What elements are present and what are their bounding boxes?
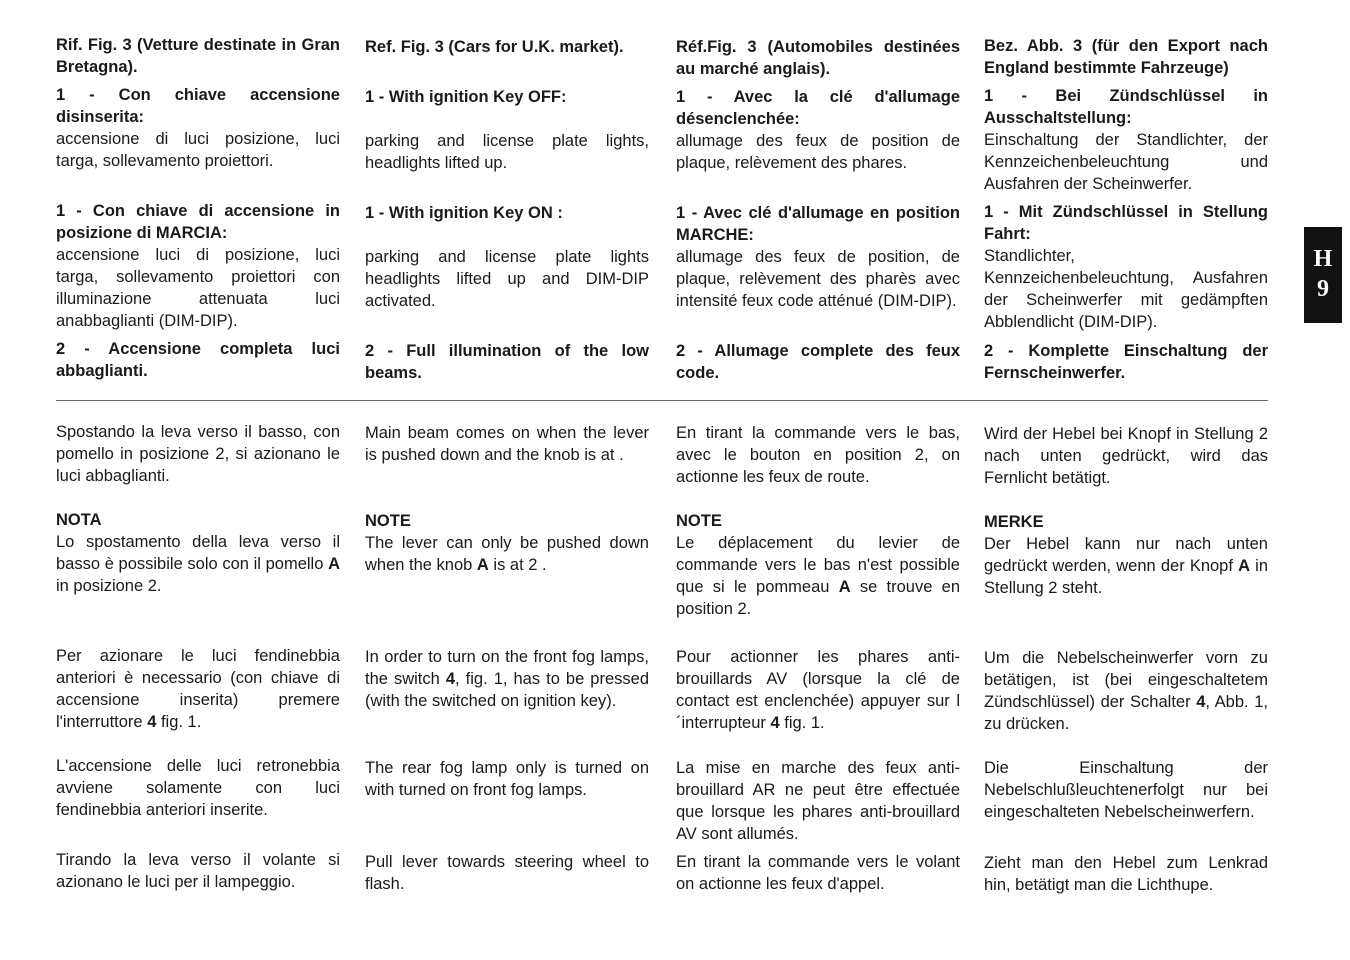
french-heading-key-on: 1 - Avec clé d'allumage en position MARCHE:: [676, 204, 960, 244]
italian-note-text: Lo spostamento della leva verso il basso è possibile solo con il pomello A in posizione 2.: [56, 533, 340, 595]
italian-flash-text: Tirando la leva verso il volante si azionano le luci per il lampeggio.: [56, 851, 340, 891]
german-heading-key-off: 1 - Bei Zündschlüssel in Ausschaltstellung:: [984, 87, 1268, 127]
french-note-title: NOTE: [676, 512, 722, 530]
french-text-key-on: allumage des feux de position, de plaque, relèvement des pharès avec intensité feux code atténué (DIM-DIP).: [676, 248, 960, 310]
french-rear-fog-text: La mise en marche des feux anti-brouillard AR ne peut être effectuée que lorsque les phares anti-brouillard AV sont allumés.: [676, 759, 960, 843]
italian-heading-key-off: 1 - Con chiave accensione disinserita:: [56, 86, 340, 126]
italian-heading-full-beam: 2 - Accensione completa luci abbaglianti.: [56, 340, 340, 380]
german-flash-text: Zieht man den Hebel zum Lenkrad hin, betätigt man die Lichthupe.: [984, 854, 1268, 894]
german-note-title: MERKE: [984, 513, 1044, 531]
italian-note-title: NOTA: [56, 511, 102, 529]
french-main-beam-text: En tirant la commande vers le bas, avec le bouton en position 2, on actionne les feux de route.: [676, 424, 960, 486]
french-front-fog-text: Pour actionner les phares anti-brouillards AV (lorsque la clé de contact est enclenchée) appuyer sur l´interrupteur 4 fig. 1.: [676, 648, 960, 732]
italian-front-fog-text: Per azionare le luci fendinebbia anteriori è necessario (con chiave di accensione inserita) premere l'interruttore 4 fig. 1.: [56, 647, 340, 731]
section-tab-letter: H: [1313, 246, 1333, 272]
german-note-text: Der Hebel kann nur nach unten gedrückt werden, wenn der Knopf A in Stellung 2 steht.: [984, 535, 1268, 597]
english-text-key-on: parking and license plate lights headlights lifted up and DIM-DIP activated.: [365, 248, 649, 310]
german-text-key-off: Einschaltung der Standlichter, der Kennzeichenbeleuchtung und Ausfahren der Scheinwerfer.: [984, 131, 1268, 193]
german-rear-fog-text: Die Einschaltung der Nebelschlußleuchtenerfolgt nur bei eingeschalteten Nebelscheinwerfern.: [984, 759, 1268, 821]
german-heading-key-on: 1 - Mit Zündschlüssel in Stellung Fahrt:: [984, 203, 1268, 243]
french-heading-full-beam: 2 - Allumage complete des feux code.: [676, 342, 960, 382]
italian-main-beam-text: Spostando la leva verso il basso, con pomello in posizione 2, si azionano le luci abbaglianti.: [56, 423, 340, 485]
english-flash-text: Pull lever towards steering wheel to flash.: [365, 853, 649, 893]
english-rear-fog-text: The rear fog lamp only is turned on with turned on front fog lamps.: [365, 759, 649, 799]
english-title: Ref. Fig. 3 (Cars for U.K. market).: [365, 38, 624, 56]
german-text-key-on: Standlichter, Kennzeichenbeleuchtung, Ausfahren der Scheinwerfer mit gedämpften Abblendlicht (DIM-DIP).: [984, 247, 1268, 331]
french-heading-key-off: 1 - Avec la clé d'allumage désenclenchée:: [676, 88, 960, 128]
french-note-text: Le déplacement du levier de commande vers le bas n'est possible que si le pommeau A se trouve en position 2.: [676, 534, 961, 618]
english-front-fog-text: In order to turn on the front fog lamps, the switch 4, fig. 1, has to be pressed (with the switched on ignition key).: [365, 648, 649, 710]
english-note-title: NOTE: [365, 512, 411, 530]
french-flash-text: En tirant la commande vers le volant on actionne les feux d'appel.: [676, 853, 960, 893]
english-text-key-off: parking and license plate lights, headlights lifted up.: [365, 132, 649, 172]
german-heading-full-beam: 2 - Komplette Einschaltung der Fernscheinwerfer.: [984, 342, 1268, 382]
italian-title: Rif. Fig. 3 (Vetture destinate in Gran Bretagna).: [56, 36, 340, 76]
section-divider: [56, 400, 1268, 401]
section-tab-number: 9: [1317, 276, 1329, 302]
italian-heading-key-on: 1 - Con chiave di accensione in posizione di MARCIA:: [56, 202, 340, 242]
german-front-fog-text: Um die Nebelscheinwerfer vorn zu betätigen, ist (bei eingeschaltetem Zündschlüssel) der Schalter 4, Abb. 1, zu drücken.: [984, 649, 1268, 733]
italian-rear-fog-text: L'accensione delle luci retronebbia avviene solamente con luci fendinebbia anteriori inserite.: [56, 757, 340, 819]
english-heading-full-beam: 2 - Full illumination of the low beams.: [365, 342, 649, 382]
english-note-text: The lever can only be pushed down when the knob A is at 2 .: [365, 534, 649, 574]
english-heading-key-on: 1 - With ignition Key ON :: [365, 204, 563, 222]
english-heading-key-off: 1 - With ignition Key OFF:: [365, 88, 567, 106]
french-title: Réf.Fig. 3 (Automobiles destinées au marché anglais).: [676, 38, 960, 78]
italian-text-key-on: accensione luci di posizione, luci targa, sollevamento proiettori con illuminazione attenuata luci anabbaglianti (DIM-DIP).: [56, 246, 340, 330]
french-text-key-off: allumage des feux de position de plaque, relèvement des phares.: [676, 132, 960, 172]
section-tab: [1304, 227, 1342, 323]
german-title: Bez. Abb. 3 (für den Export nach England bestimmte Fahrzeuge): [984, 37, 1268, 77]
german-main-beam-text: Wird der Hebel bei Knopf in Stellung 2 nach unten gedrückt, wird das Fernlicht betätigt.: [984, 425, 1268, 487]
english-main-beam-text: Main beam comes on when the lever is pushed down and the knob is at .: [365, 424, 649, 464]
italian-text-key-off: accensione di luci posizione, luci targa, sollevamento proiettori.: [56, 130, 340, 170]
